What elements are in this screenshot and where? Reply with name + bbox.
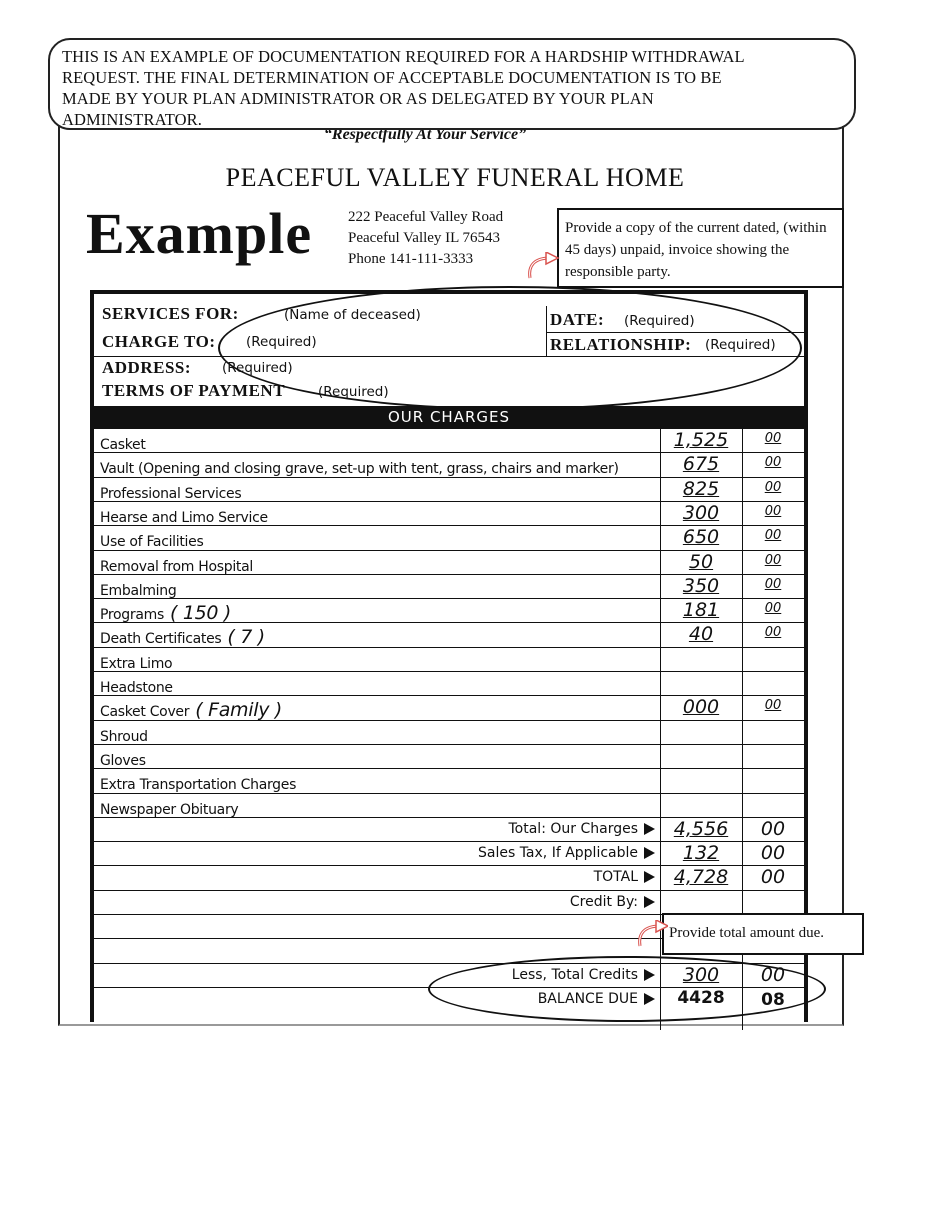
charge-to-value: (Required) — [246, 334, 317, 350]
charge-row — [94, 550, 804, 575]
charge-amount: 675 — [682, 453, 720, 476]
address-line: Phone 141-111-3333 — [348, 251, 474, 267]
pointer-triangle-icon — [644, 823, 655, 835]
total-label: Sales Tax, If Applicable — [477, 845, 638, 862]
charge-row — [94, 647, 804, 672]
charge-amount: 40 — [688, 623, 714, 646]
curved-arrow-icon — [520, 252, 560, 286]
terms-row — [94, 380, 804, 402]
charge-cents: 00 — [764, 455, 782, 471]
divider — [546, 306, 547, 356]
pointer-triangle-icon — [644, 969, 655, 981]
terms-label: TERMS OF PAYMENT — [102, 381, 286, 400]
total-label: Less, Total Credits — [511, 966, 638, 983]
charge-label — [100, 554, 259, 576]
charge-label — [100, 456, 625, 478]
charge-label — [100, 797, 244, 819]
total-row — [94, 987, 804, 1012]
total-row — [94, 890, 804, 915]
address-line: 222 Peaceful Valley Road — [348, 209, 504, 225]
charge-to-label: CHARGE TO: — [102, 332, 216, 351]
total-label: Total: Our Charges — [508, 820, 638, 837]
hardship-documentation-notice — [48, 38, 856, 130]
notice-line: MADE BY YOUR PLAN ADMINISTRATOR OR AS DELEGATED BY YOUR PLAN — [62, 89, 654, 108]
charge-label — [100, 699, 282, 721]
charge-row — [94, 744, 804, 769]
charge-amount: 650 — [682, 526, 720, 549]
charge-row — [94, 622, 804, 647]
pointer-triangle-icon — [644, 896, 655, 908]
charge-label — [100, 529, 209, 551]
example-watermark: Example — [86, 201, 313, 266]
charge-cents: 00 — [764, 698, 782, 714]
total-label: BALANCE DUE — [537, 990, 638, 1007]
charge-to-row — [94, 332, 804, 354]
total-cents: 00 — [760, 842, 786, 865]
pointer-triangle-icon — [644, 993, 655, 1005]
total-amount: 4,728 — [673, 866, 729, 889]
charge-row — [94, 793, 804, 818]
charge-cents: 00 — [764, 479, 782, 495]
notice-line: THIS IS AN EXAMPLE OF DOCUMENTATION REQUIRED FOR A HARDSHIP WITHDRAWAL — [62, 47, 745, 66]
charge-label-text: Casket Cover — [100, 704, 190, 721]
charge-handwritten-note: ( 7 ) — [227, 626, 265, 649]
charge-label — [100, 772, 302, 794]
charge-row — [94, 452, 804, 477]
charge-row — [94, 477, 804, 502]
charge-label — [100, 724, 154, 746]
charge-label — [100, 578, 182, 600]
charge-label — [100, 651, 178, 673]
charge-cents: 00 — [764, 431, 782, 446]
services-for-row — [94, 304, 804, 329]
charge-amount: 350 — [682, 574, 720, 597]
charge-amount: 300 — [682, 501, 720, 524]
charge-label-text: Vault (Opening and closing grave, set-up with tent, grass, chairs and marker) — [100, 461, 619, 478]
total-row — [94, 817, 804, 842]
charge-label-text: Use of Facilities — [100, 534, 204, 551]
charge-label — [100, 626, 265, 648]
charge-handwritten-note: ( 150 ) — [169, 602, 232, 625]
business-slogan: “Respectfully At Your Service” — [323, 126, 527, 143]
charge-label — [100, 505, 274, 527]
services-for-label: SERVICES FOR: — [102, 304, 239, 323]
total-label: Credit By: — [569, 893, 638, 910]
invoice-callout: Provide a copy of the current dated, (within 45 days) unpaid, invoice showing the responsible party. — [557, 208, 844, 288]
charge-label — [100, 748, 152, 770]
charge-label-text: Removal from Hospital — [100, 558, 253, 575]
total-cents: 00 — [760, 866, 786, 889]
services-for-value: (Name of deceased) — [284, 307, 421, 323]
address-row — [94, 356, 804, 378]
charge-row — [94, 598, 804, 623]
charge-label — [100, 602, 231, 624]
charge-label-text: Headstone — [100, 680, 173, 696]
charge-cents: 00 — [764, 503, 782, 519]
charge-cents: 00 — [764, 576, 782, 592]
date-value: (Required) — [624, 313, 695, 329]
business-address — [348, 207, 503, 270]
charge-label-text: Death Certificates — [100, 631, 222, 648]
charge-cents: 00 — [764, 552, 782, 568]
charge-label-text: Professional Services — [100, 485, 242, 502]
charge-label-text: Gloves — [100, 752, 146, 769]
charge-amount: 1,525 — [673, 429, 729, 451]
charge-label-text: Hearse and Limo Service — [100, 509, 268, 526]
charge-label — [100, 432, 152, 454]
charge-amount: 181 — [682, 599, 720, 622]
charge-row — [94, 525, 804, 550]
balance-due-cents: 08 — [761, 989, 785, 1010]
charge-row — [94, 574, 804, 599]
total-due-callout: Provide total amount due. — [662, 913, 864, 955]
total-amount: 4,556 — [673, 817, 729, 840]
address-value: (Required) — [222, 360, 293, 376]
total-amount: 300 — [682, 963, 720, 986]
charge-row — [94, 428, 804, 453]
charge-row — [94, 695, 804, 720]
charge-row — [94, 768, 804, 793]
charge-handwritten-note: ( Family ) — [195, 699, 283, 722]
pointer-triangle-icon — [644, 871, 655, 883]
charge-row — [94, 501, 804, 526]
charge-amount: 50 — [688, 550, 714, 573]
relationship-value: (Required) — [705, 337, 776, 353]
total-label: TOTAL — [593, 869, 638, 886]
charge-row — [94, 671, 804, 696]
date-label: DATE: — [550, 310, 605, 329]
charge-cents: 00 — [764, 601, 782, 617]
address-line: Peaceful Valley IL 76543 — [348, 230, 501, 246]
our-charges-header: OUR CHARGES — [94, 406, 804, 428]
notice-line: REQUEST. THE FINAL DETERMINATION OF ACCEPTABLE DOCUMENTATION IS TO BE — [62, 68, 722, 87]
relationship-label: RELATIONSHIP: — [550, 335, 692, 354]
charge-label-text: Casket — [100, 437, 146, 453]
charge-row — [94, 720, 804, 745]
total-row — [94, 865, 804, 890]
charge-cents: 00 — [764, 528, 782, 544]
charge-label — [100, 481, 247, 503]
total-amount: 132 — [682, 842, 720, 865]
charge-label-text: Newspaper Obituary — [100, 801, 239, 818]
charge-label-text: Extra Limo — [100, 655, 173, 672]
charge-label-text: Extra Transportation Charges — [100, 777, 297, 794]
charge-label-text: Programs — [100, 607, 164, 624]
notice-line: ADMINISTRATOR. — [62, 110, 202, 129]
pointer-triangle-icon — [644, 847, 655, 859]
charge-label-text: Embalming — [100, 582, 177, 599]
charge-label-text: Shroud — [100, 728, 148, 745]
curved-arrow-icon — [628, 920, 668, 954]
terms-value: (Required) — [318, 384, 389, 400]
address-label: ADDRESS: — [102, 358, 192, 377]
total-row — [94, 963, 804, 988]
business-name: PEACEFUL VALLEY FUNERAL HOME — [225, 163, 685, 192]
total-cents: 00 — [760, 963, 786, 986]
charge-cents: 00 — [764, 625, 782, 641]
total-row — [94, 841, 804, 866]
charge-amount: 825 — [682, 477, 720, 500]
charge-amount: 000 — [682, 696, 720, 719]
total-cents: 00 — [760, 817, 786, 840]
charge-label — [100, 675, 179, 697]
balance-due-amount: 4428 — [677, 987, 725, 1008]
